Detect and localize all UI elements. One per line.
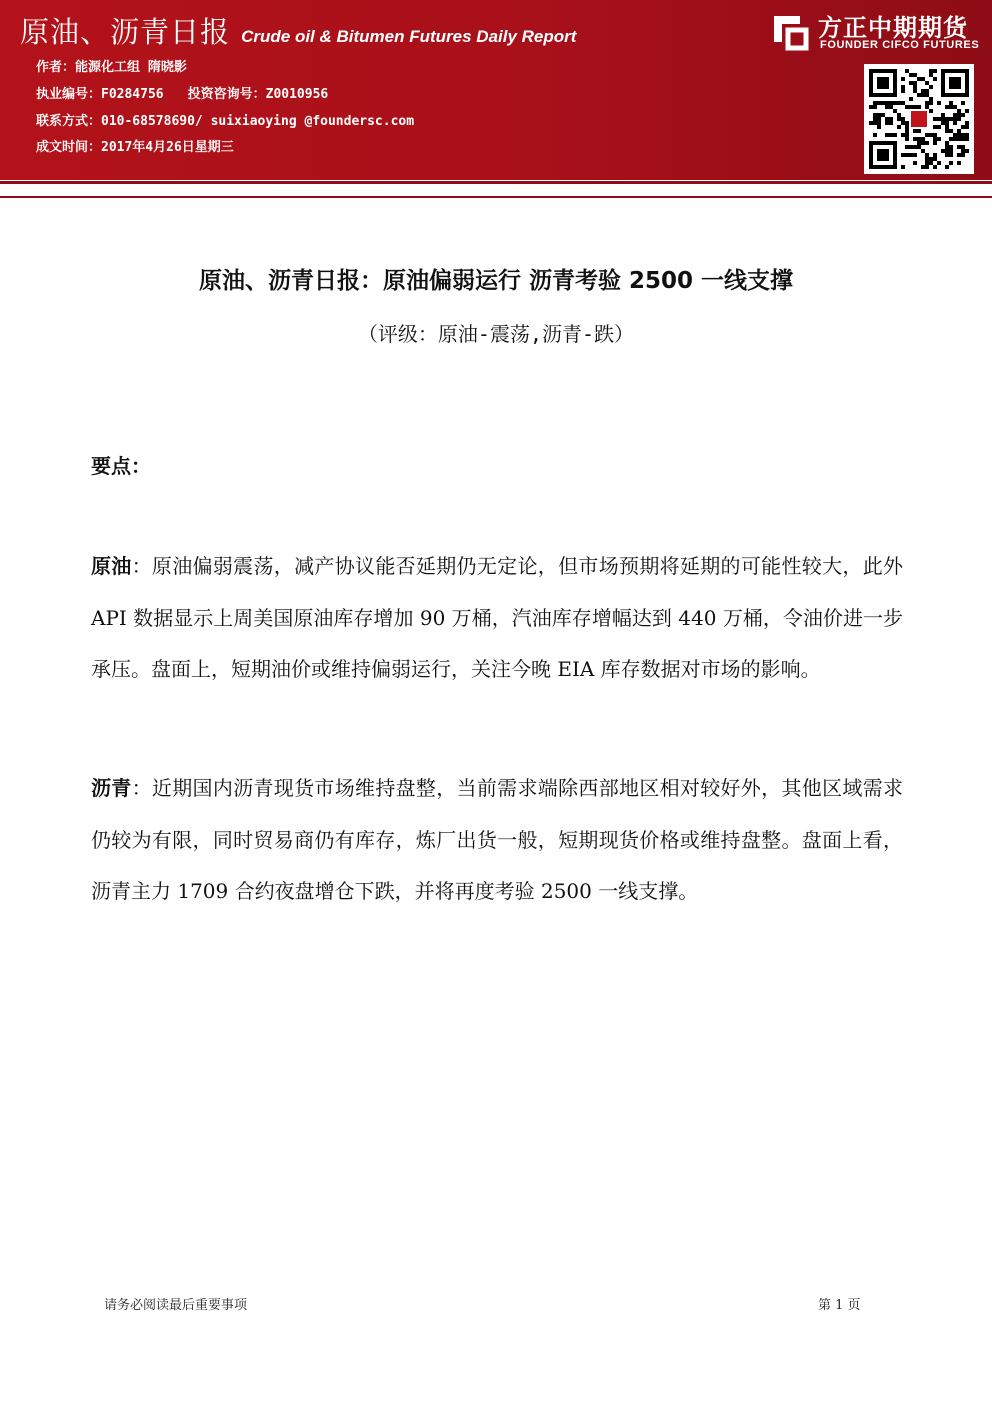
consult-number: 投资咨询号：Z0010956 — [187, 87, 329, 102]
rating-line: （评级：原油-震荡,沥青-跌） — [357, 322, 635, 346]
date-line: 成文时间：2017年4月26日星期三 — [36, 140, 234, 155]
logo-text-en: FOUNDER CIFCO FUTURES — [820, 39, 980, 51]
founder-logo-icon — [770, 12, 810, 52]
crude-oil-paragraph — [91, 541, 903, 696]
header-divider-thin — [0, 196, 992, 198]
license-line — [36, 83, 328, 102]
company-logo — [770, 8, 985, 56]
bitumen-text: ：近期国内沥青现货市场维持盘整，当前需求端除西部地区相对较好外，其他区域需求仍较为有限，同时贸易商仍有库存，炼厂出货一般，短期现货价格或维持盘整。盘面上看，沥青主力 1709 合约夜盘增仓下跌，并将再度考验 2500 一线支撑。 — [91, 776, 904, 903]
qr-code-icon — [864, 64, 974, 174]
bitumen-paragraph — [91, 763, 903, 918]
header-divider — [0, 181, 992, 184]
bitumen-lead: 沥青 — [91, 776, 132, 800]
crude-oil-text: ：原油偏弱震荡，减产协议能否延期仍无定论，但市场预期将延期的可能性较大，此外 API 数据显示上周美国原油库存增加 90 万桶，汽油库存增幅达到 440 万桶，令油价进一步承压。盘面上，短期油价或维持偏弱运行，关注今晚 EIA 库存数据对市场的影响。 — [91, 554, 904, 681]
report-title-cn: 原油、沥青日报 — [20, 15, 231, 49]
logo-text-cn: 方正中期期货 — [818, 14, 968, 42]
crude-oil-lead: 原油 — [91, 554, 132, 578]
report-title-en: Crude oil & Bitumen Futures Daily Report — [241, 27, 577, 46]
footer-notice: 请务必阅读最后重要事项 — [104, 1298, 248, 1313]
document-title: 原油、沥青日报：原油偏弱运行 沥青考验 2500 一线支撑 — [198, 268, 794, 294]
report-title — [20, 10, 576, 51]
key-points-heading: 要点： — [91, 454, 151, 478]
author-line: 作者：能源化工组 隋晓影 — [36, 60, 187, 75]
report-header — [0, 0, 992, 180]
license-number: 执业编号：F0284756 — [36, 87, 164, 102]
contact-line: 联系方式：010-68578690/ suixiaoying @foundersc.com — [36, 114, 415, 129]
page-number: 第 1 页 — [818, 1298, 861, 1313]
